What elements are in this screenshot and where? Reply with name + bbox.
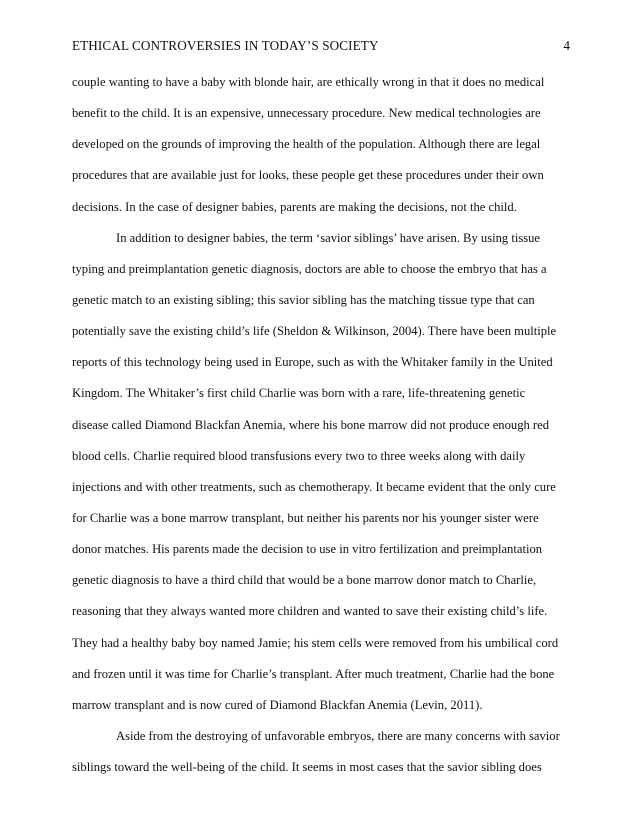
text-line: Kingdom. The Whitaker’s first child Charlie was born with a rare, life-threatening genetic bbox=[72, 386, 526, 401]
text-line: disease called Diamond Blackfan Anemia, where his bone marrow did not produce enough red bbox=[72, 417, 550, 432]
text-line: blood cells. Charlie required blood transfusions every two to three weeks along with daily bbox=[72, 448, 526, 463]
text-line: reports of this technology being used in Europe, such as with the Whitaker family in the United bbox=[72, 355, 553, 370]
text-line: siblings toward the well-being of the child. It seems in most cases that the savior sibling does bbox=[72, 760, 542, 775]
text-line: and frozen until it was time for Charlie’s transplant. After much treatment, Charlie had the bone bbox=[72, 666, 555, 681]
body-text bbox=[72, 67, 572, 783]
text-line: injections and with other treatments, such as chemotherapy. It became evident that the only cure bbox=[72, 479, 556, 494]
text-line: They had a healthy baby boy named Jamie; his stem cells were removed from his umbilical cord bbox=[72, 635, 559, 650]
text-line: genetic match to an existing sibling; this savior sibling has the matching tissue type that can bbox=[72, 292, 535, 307]
paragraph-first-line: Aside from the destroying of unfavorable embryos, there are many concerns with savior bbox=[116, 728, 560, 743]
page-number: 4 bbox=[563, 38, 570, 53]
text-line: potentially save the existing child’s life (Sheldon & Wilkinson, 2004). There have been multiple bbox=[72, 324, 557, 339]
text-line: procedures that are available just for looks, these people get these procedures under their own bbox=[72, 168, 544, 183]
text-line: benefit to the child. It is an expensive, unnecessary procedure. New medical technologies are bbox=[72, 106, 541, 121]
text-line: decisions. In the case of designer babies, parents are making the decisions, not the child. bbox=[72, 199, 517, 214]
text-line: for Charlie was a bone marrow transplant, but neither his parents nor his younger sister were bbox=[72, 510, 539, 525]
text-line: genetic diagnosis to have a third child that would be a bone marrow donor match to Charlie, bbox=[72, 573, 537, 588]
text-line: developed on the grounds of improving the health of the population. Although there are legal bbox=[72, 137, 541, 152]
running-head: ETHICAL CONTROVERSIES IN TODAY’S SOCIETY bbox=[72, 38, 379, 53]
text-line: marrow transplant and is now cured of Diamond Blackfan Anemia (Levin, 2011). bbox=[72, 697, 483, 712]
paragraph-first-line: In addition to designer babies, the term ‘savior siblings’ have arisen. By using tissue bbox=[116, 230, 541, 245]
text-line: couple wanting to have a baby with blonde hair, are ethically wrong in that it does no medical bbox=[72, 75, 545, 89]
page-header bbox=[72, 36, 570, 56]
text-line: typing and preimplantation genetic diagnosis, doctors are able to choose the embryo that has a bbox=[72, 261, 547, 276]
text-line: reasoning that they always wanted more children and wanted to save their existing child’s life. bbox=[72, 604, 548, 619]
text-line: donor matches. His parents made the decision to use in vitro fertilization and preimplantation bbox=[72, 542, 543, 557]
